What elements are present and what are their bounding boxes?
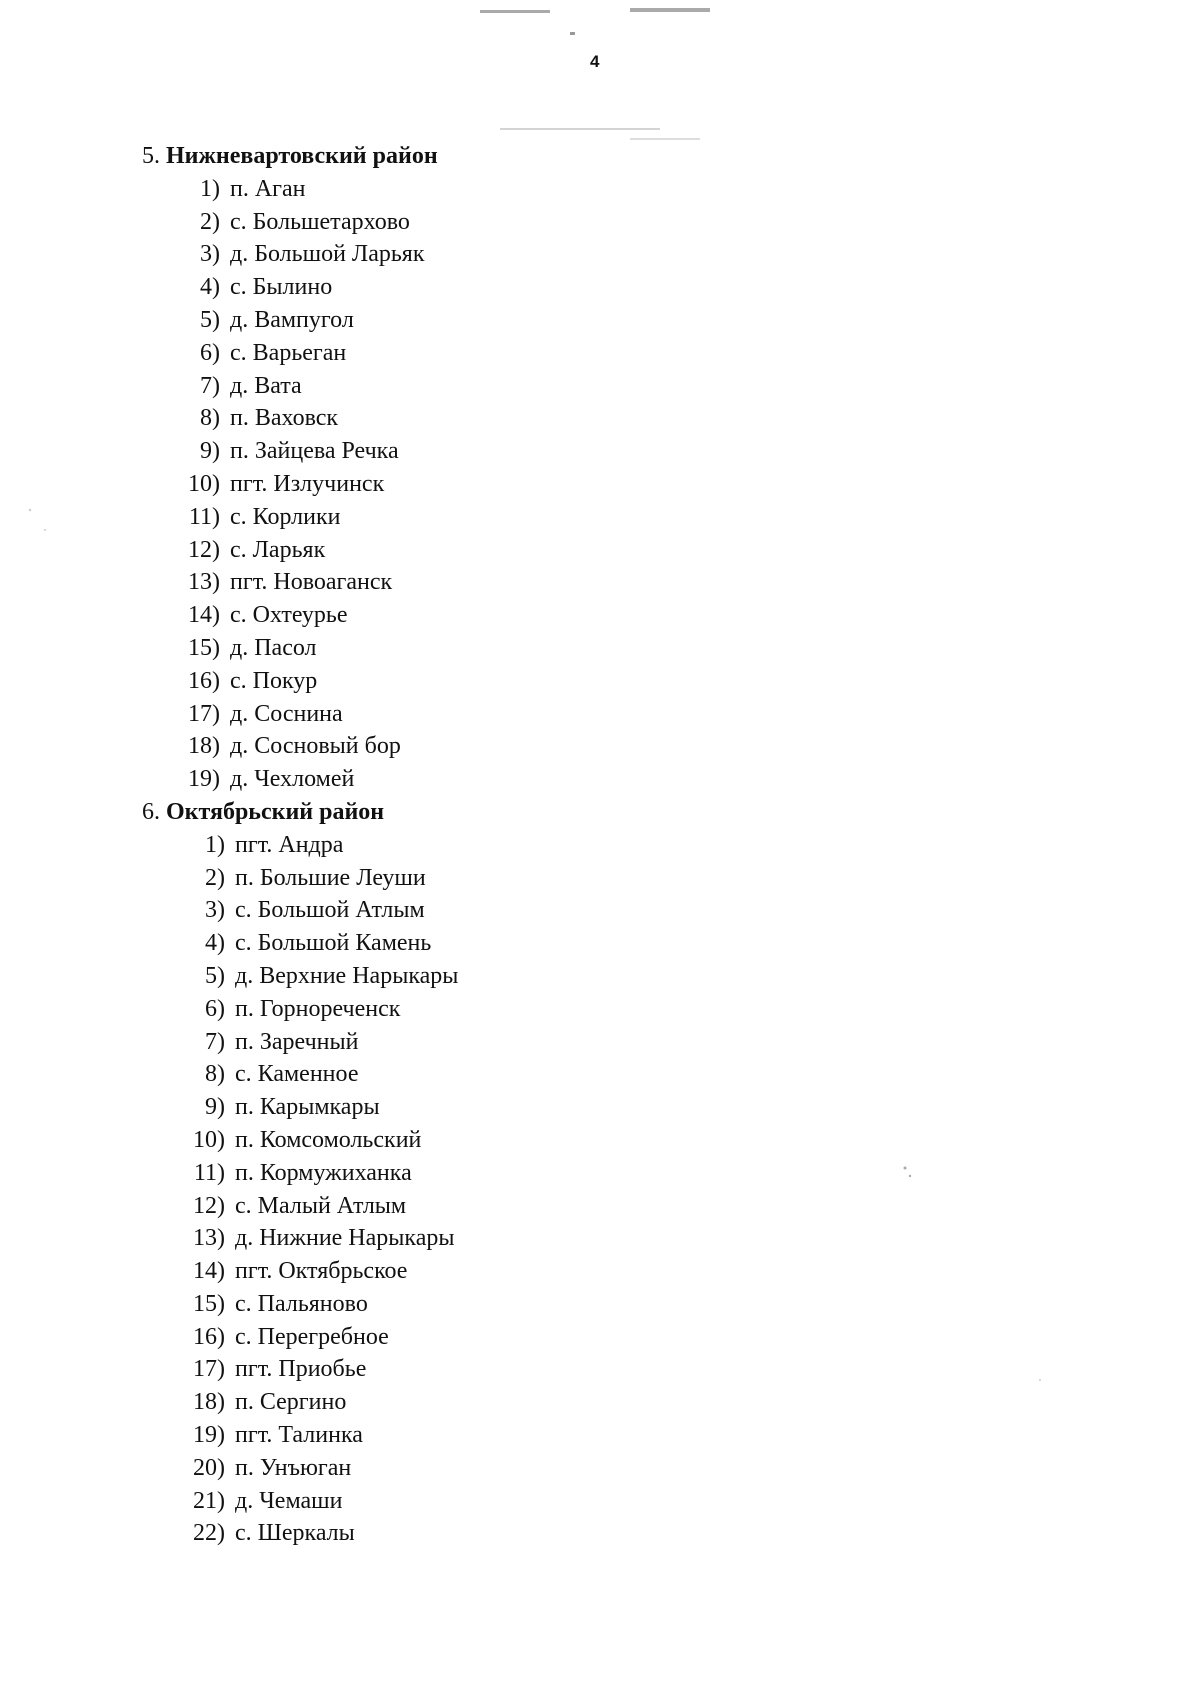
item-number: 9) xyxy=(200,438,220,465)
item-text: п. Заречный xyxy=(235,1028,359,1055)
item-text: пгт. Приобье xyxy=(235,1356,367,1383)
item-text: с. Охтеурье xyxy=(230,602,348,629)
item-text: с. Малый Атлым xyxy=(235,1192,407,1219)
item-number: 15) xyxy=(193,1290,225,1317)
item-number: 4) xyxy=(205,930,225,957)
item-number: 11) xyxy=(188,503,220,530)
item-number: 10) xyxy=(188,470,220,497)
item-text: п. Карымкары xyxy=(235,1094,380,1121)
item-number: 10) xyxy=(193,1126,225,1153)
item-number: 20) xyxy=(193,1454,225,1481)
item-number: 2) xyxy=(200,208,220,235)
item-number: 8) xyxy=(200,405,220,432)
item-number: 5) xyxy=(200,306,220,333)
item-number: 8) xyxy=(205,1061,225,1088)
list-item xyxy=(180,1321,458,1354)
list-item xyxy=(180,1222,458,1255)
list-item xyxy=(180,173,458,206)
item-number: 7) xyxy=(200,372,220,399)
list-item xyxy=(180,1386,458,1419)
section-heading xyxy=(142,796,458,829)
list-item xyxy=(180,1026,458,1059)
item-number: 16) xyxy=(193,1323,225,1350)
item-text: с. Корлики xyxy=(230,503,341,530)
item-number: 6) xyxy=(205,995,225,1022)
item-text: д. Сосновый бор xyxy=(230,733,401,760)
item-number: 1) xyxy=(205,831,225,858)
item-number: 11) xyxy=(193,1159,225,1186)
item-text: с. Покур xyxy=(230,667,318,694)
list-item xyxy=(180,238,458,271)
item-text: с. Большой Атлым xyxy=(235,897,425,924)
list-item xyxy=(180,829,458,862)
list-item xyxy=(180,534,458,567)
item-text: п. Сергино xyxy=(235,1389,347,1416)
item-number: 3) xyxy=(205,897,225,924)
item-text: п. Унъюган xyxy=(235,1454,352,1481)
item-number: 19) xyxy=(193,1422,225,1449)
item-number: 22) xyxy=(193,1520,225,1547)
item-number: 13) xyxy=(193,1225,225,1252)
item-text: с. Ларьяк xyxy=(230,536,326,563)
item-number: 12) xyxy=(193,1192,225,1219)
item-number: 9) xyxy=(205,1094,225,1121)
item-text: д. Верхние Нарыкары xyxy=(235,962,459,989)
list-item xyxy=(180,337,458,370)
item-text: п. Комсомольский xyxy=(235,1126,422,1153)
item-number: 3) xyxy=(200,241,220,268)
item-text: п. Ваховск xyxy=(230,405,339,432)
item-number: 4) xyxy=(200,274,220,301)
item-text: с. Былино xyxy=(230,274,333,301)
section-number: 5. xyxy=(142,143,160,169)
document-body xyxy=(142,140,458,1550)
list-item xyxy=(180,1485,458,1518)
section-number: 6. xyxy=(142,798,160,825)
item-number: 21) xyxy=(193,1487,225,1514)
list-item xyxy=(180,927,458,960)
item-number: 6) xyxy=(200,339,220,366)
item-text: д. Большой Ларьяк xyxy=(230,241,425,268)
item-text: д. Вампугол xyxy=(230,306,354,333)
item-text: п. Большие Леуши xyxy=(235,864,426,891)
section-oktyabrsky xyxy=(142,796,458,1550)
item-text: д. Вата xyxy=(230,372,302,399)
item-text: п. Зайцева Речка xyxy=(230,438,399,465)
list-item xyxy=(180,206,458,239)
list-item xyxy=(180,993,458,1026)
list-item xyxy=(180,1091,458,1124)
list-item xyxy=(180,1157,458,1190)
item-text: с. Варьеган xyxy=(230,339,347,366)
item-text: д. Соснина xyxy=(230,700,343,727)
settlement-list xyxy=(142,829,458,1551)
item-text: д. Чехломей xyxy=(230,766,355,793)
item-number: 18) xyxy=(193,1389,225,1416)
item-number: 5) xyxy=(205,962,225,989)
list-item xyxy=(180,730,458,763)
list-item xyxy=(180,1288,458,1321)
item-text: п. Аган xyxy=(230,175,306,202)
item-number: 14) xyxy=(193,1258,225,1285)
item-text: п. Кормужиханка xyxy=(235,1159,412,1186)
list-item xyxy=(180,468,458,501)
settlement-list xyxy=(142,173,458,796)
item-number: 15) xyxy=(188,634,220,661)
item-number: 7) xyxy=(205,1028,225,1055)
item-number: 12) xyxy=(188,536,220,563)
item-text: пгт. Октябрьское xyxy=(235,1258,408,1285)
item-text: д. Пасол xyxy=(230,634,317,661)
item-number: 2) xyxy=(205,864,225,891)
list-item xyxy=(180,894,458,927)
list-item xyxy=(180,566,458,599)
item-text: пгт. Излучинск xyxy=(230,470,385,497)
item-text: п. Горнореченск xyxy=(235,995,401,1022)
list-item xyxy=(180,1452,458,1485)
item-number: 18) xyxy=(188,733,220,760)
item-text: с. Шеркалы xyxy=(235,1520,355,1547)
item-number: 13) xyxy=(188,569,220,596)
item-number: 14) xyxy=(188,602,220,629)
section-title: Октябрьский район xyxy=(166,798,385,825)
item-text: д. Нижние Нарыкары xyxy=(235,1225,455,1252)
item-text: с. Перегребное xyxy=(235,1323,389,1350)
item-text: с. Большетархово xyxy=(230,208,410,235)
item-text: пгт. Андра xyxy=(235,831,344,858)
list-item xyxy=(180,1255,458,1288)
item-number: 19) xyxy=(188,766,220,793)
item-text: пгт. Новоаганск xyxy=(230,569,393,596)
list-item xyxy=(180,862,458,895)
item-text: с. Пальяново xyxy=(235,1290,368,1317)
list-item xyxy=(180,763,458,796)
list-item xyxy=(180,402,458,435)
list-item xyxy=(180,632,458,665)
section-title: Нижневартовский район xyxy=(166,143,438,169)
item-text: с. Каменное xyxy=(235,1061,359,1088)
list-item xyxy=(180,370,458,403)
list-item xyxy=(180,1517,458,1550)
list-item xyxy=(180,1353,458,1386)
list-item xyxy=(180,435,458,468)
list-item xyxy=(180,1124,458,1157)
list-item xyxy=(180,698,458,731)
section-heading xyxy=(142,140,458,173)
item-number: 16) xyxy=(188,667,220,694)
list-item xyxy=(180,304,458,337)
item-text: д. Чемаши xyxy=(235,1487,343,1514)
list-item xyxy=(180,960,458,993)
item-number: 17) xyxy=(193,1356,225,1383)
item-text: пгт. Талинка xyxy=(235,1422,363,1449)
list-item xyxy=(180,599,458,632)
item-number: 17) xyxy=(188,700,220,727)
list-item xyxy=(180,1058,458,1091)
list-item xyxy=(180,665,458,698)
item-text: с. Большой Камень xyxy=(235,930,432,957)
list-item xyxy=(180,271,458,304)
list-item xyxy=(180,501,458,534)
page-number: 4 xyxy=(590,52,600,71)
item-number: 1) xyxy=(200,175,220,202)
list-item xyxy=(180,1419,458,1452)
list-item xyxy=(180,1190,458,1223)
section-nizhnevartovsky xyxy=(142,140,458,796)
